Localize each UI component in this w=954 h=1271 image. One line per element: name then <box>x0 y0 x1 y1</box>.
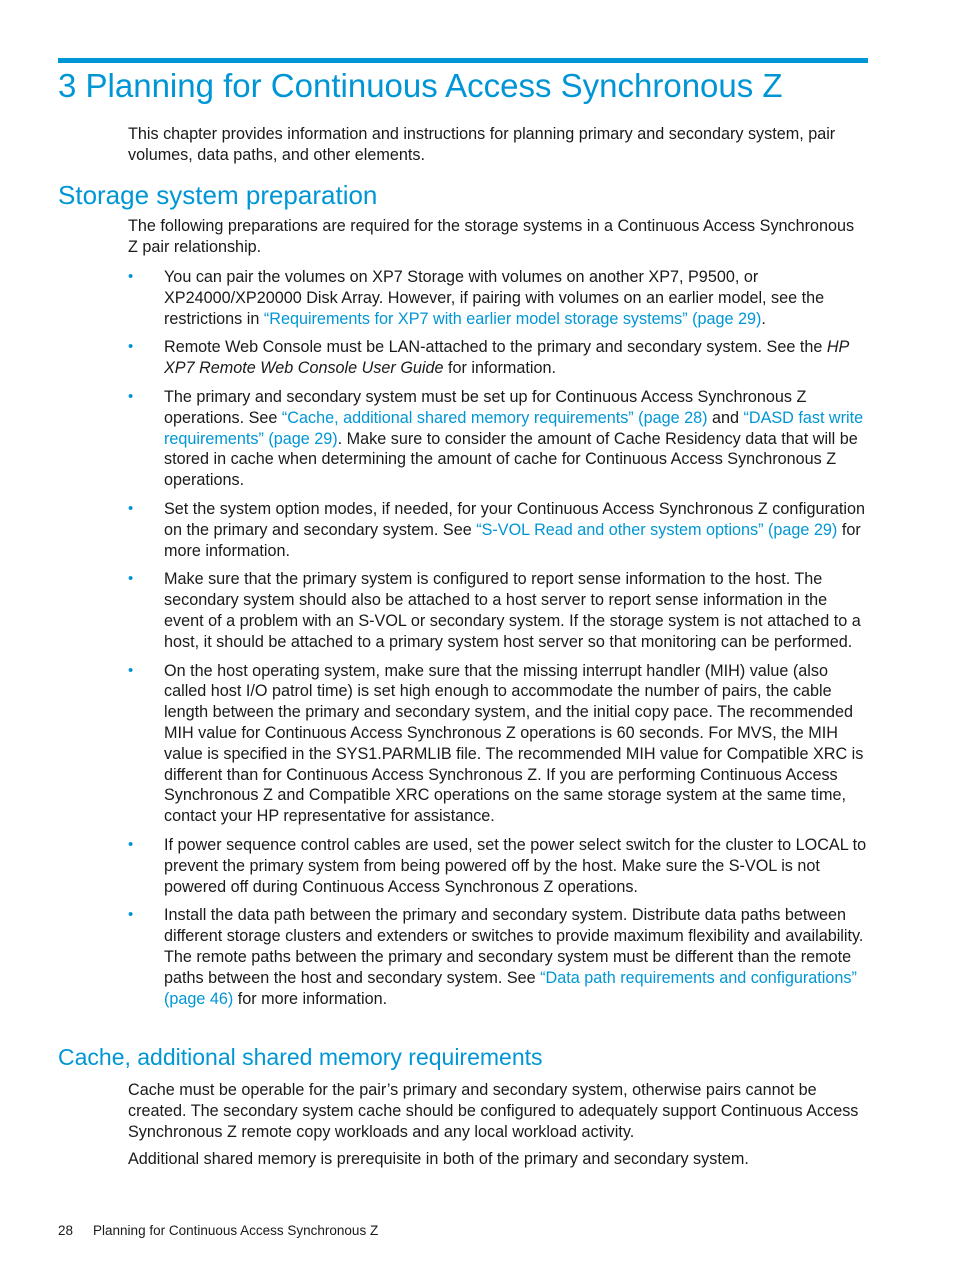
list-item-text: and <box>707 408 744 427</box>
cache-paragraph-1: Cache must be operable for the pair’s primary and secondary system, otherwise pairs cannot be created. The secondary system cache should be configured to adequately support Continuous Access Synchronous Z remote copy workloads and any local workload activity. <box>128 1081 859 1141</box>
list-item <box>128 267 868 329</box>
list-item-text: . <box>761 309 766 328</box>
preparation-list <box>128 267 868 1017</box>
xref-link-cache-requirements[interactable]: “Cache, additional shared memory requirements” (page 28) <box>281 408 708 427</box>
bullet-icon: • <box>128 835 134 853</box>
bullet-icon: • <box>128 338 134 356</box>
book-title: HP XP7 Remote Web Console User Guide <box>164 338 849 378</box>
section-heading-storage-preparation: Storage system preparation <box>58 180 378 210</box>
list-item <box>128 387 868 491</box>
section-heading-cache-requirements: Cache, additional shared memory requirements <box>58 1044 543 1070</box>
list-item <box>128 661 868 827</box>
xref-link-earlier-model-requirements[interactable]: “Requirements for XP7 with earlier model storage systems” (page 29) <box>263 309 762 328</box>
bullet-icon: • <box>128 661 134 679</box>
bullet-icon: • <box>128 268 134 285</box>
list-item-text: On the host operating system, make sure that the missing interrupt handler (MIH) value (also called host I/O patrol time) is set high enough to accommodate the number of pairs, the cable length between the primary and secondary system, and the initial copy pace. The recommended MIH value for Continuous Access Synchronous Z operations is 60 seconds. For MVS, the MIH value is specified in the SYS1.PARMLIB file. The recommended MIH value for Compatible XRC is different than for Continuous Access Synchronous Z. If you are performing Continuous Access Synchronous Z and Compatible XRC operations on the same storage system at the same time, contact your HP representative for assistance. <box>164 661 864 826</box>
list-item-text: Remote Web Console must be LAN-attached to the primary and secondary system. See the <box>164 338 827 357</box>
bullet-icon: • <box>128 570 134 588</box>
list-item <box>128 337 868 379</box>
list-item-text: Install the data path between the primary and secondary system. Distribute data paths between different storage clusters and extenders or switches to provide maximum flexibility and availability. The remote paths between the primary and secondary system must be different than the remote paths between the host and secondary system. See <box>164 906 864 987</box>
storage-preparation-intro: The following preparations are required for the storage systems in a Continuous Access Synchronous Z pair relationship. <box>128 217 855 256</box>
cache-paragraph-2: Additional shared memory is prerequisite in both of the primary and secondary system. <box>128 1150 749 1168</box>
list-item-text: Make sure that the primary system is configured to report sense information to the host. The secondary system should also be attached to a host server to report sense information in the event of a problem with an S-VOL or secondary system. If the storage system is not attached to a host, it should be attached to a primary system host server so that monitoring can be performed. <box>164 570 861 651</box>
list-item-text: Set the system option modes, if needed, for your Continuous Access Synchronous Z configuration on the primary and secondary system. See <box>164 499 865 539</box>
list-item <box>128 905 868 1009</box>
bullet-icon: • <box>128 906 134 924</box>
chapter-title: 3 Planning for Continuous Access Synchronous Z <box>58 67 783 104</box>
xref-link-data-path-requirements[interactable]: “Data path requirements and configurations” (page 46) <box>164 968 857 1008</box>
list-item-text: The primary and secondary system must be set up for Continuous Access Synchronous Z operations. See <box>164 387 807 427</box>
chapter-rule <box>58 58 868 63</box>
xref-link-dasd-fast-write[interactable]: “DASD fast write requirements” (page 29) <box>164 408 864 448</box>
list-item <box>128 569 868 652</box>
list-item <box>128 835 868 897</box>
running-title: Planning for Continuous Access Synchronous Z <box>93 1223 379 1238</box>
list-item <box>128 499 868 561</box>
page-number: 28 <box>58 1223 74 1238</box>
bullet-icon: • <box>128 499 134 517</box>
list-item-text: for more information. <box>233 989 388 1008</box>
list-item-text: for more information. <box>164 520 861 560</box>
bullet-icon: • <box>128 387 134 405</box>
xref-link-svol-read-options[interactable]: “S-VOL Read and other system options” (page 29) <box>476 520 838 539</box>
chapter-intro: This chapter provides information and instructions for planning primary and secondary system, pair volumes, data paths, and other elements. <box>128 125 836 164</box>
page-footer <box>58 1222 378 1240</box>
list-item-text: You can pair the volumes on XP7 Storage with volumes on another XP7, P9500, or XP24000/XP20000 Disk Array. However, if pairing with volumes on an earlier model, see the restrictions in <box>164 268 825 328</box>
list-item-text: for information. <box>443 359 556 378</box>
list-item-text: . Make sure to consider the amount of Cache Residency data that will be stored in cache when determining the amount of cache for Continuous Access Synchronous Z operations. <box>164 429 858 490</box>
list-item-text: If power sequence control cables are used, set the power select switch for the cluster to LOCAL to prevent the primary system from being powered off by the host. Make sure the S-VOL is not powered off during Continuous Access Synchronous Z operations. <box>164 835 867 896</box>
